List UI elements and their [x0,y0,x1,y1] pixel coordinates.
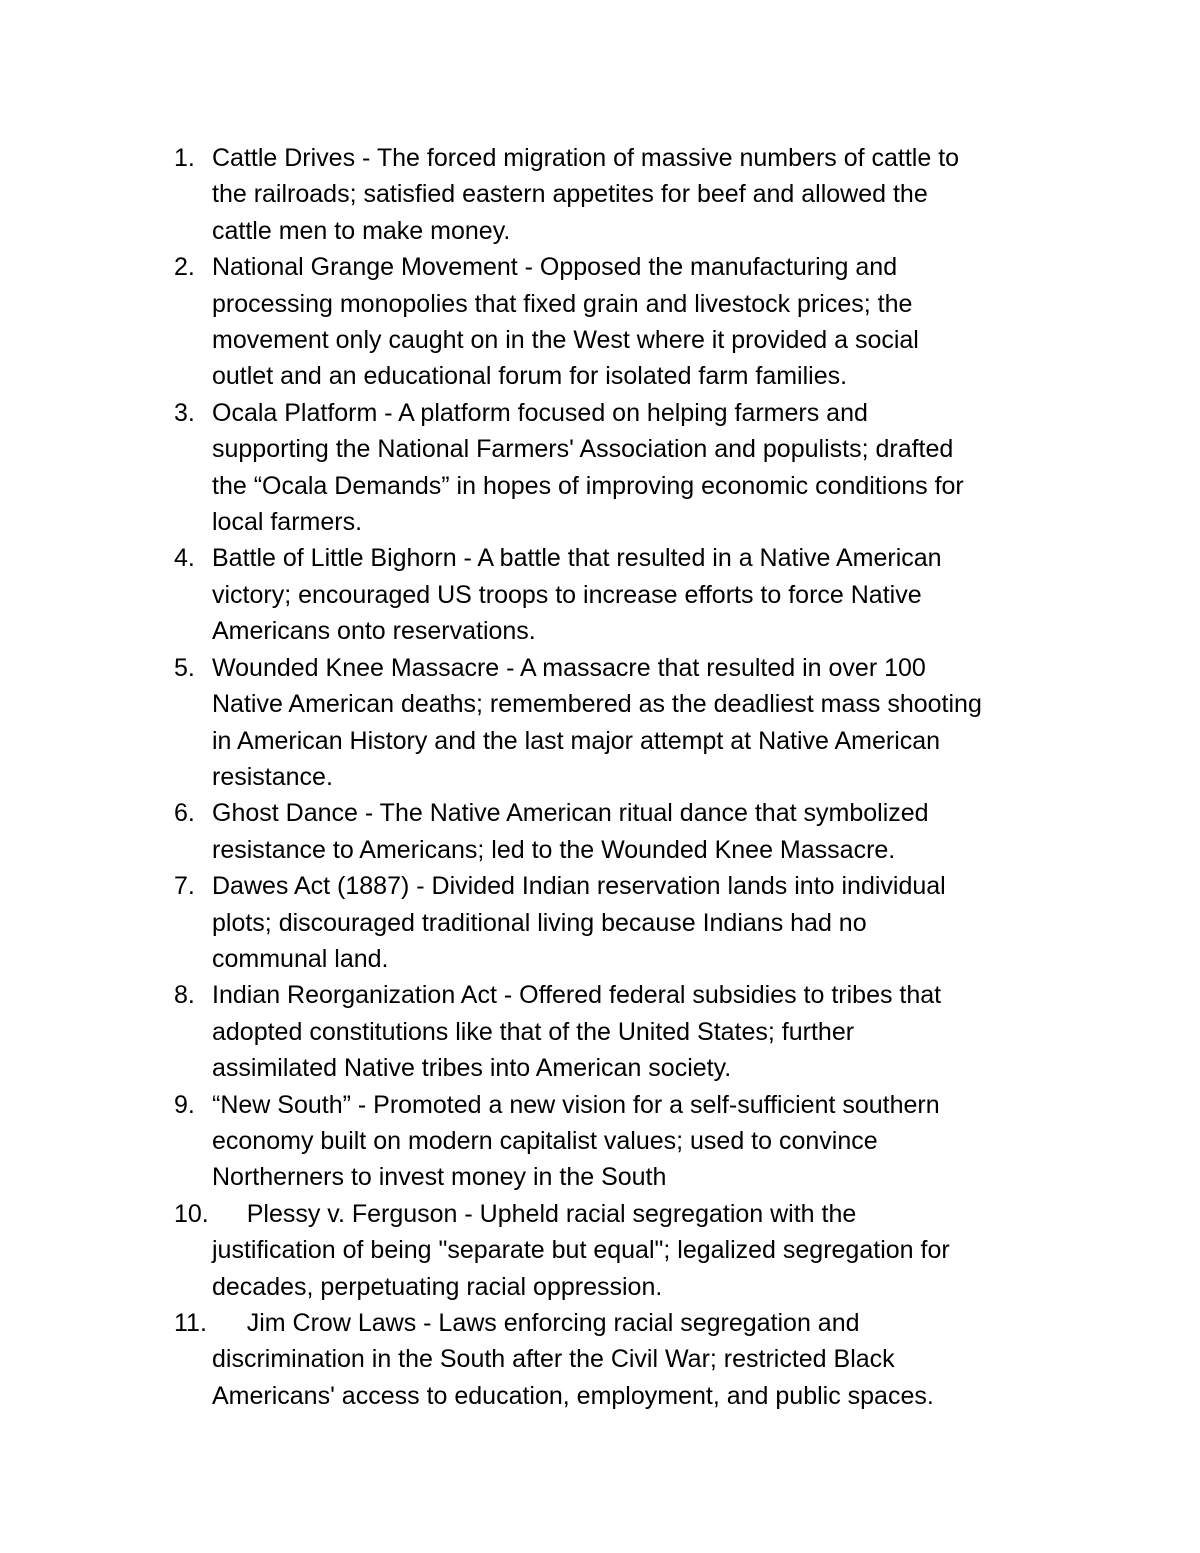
term-list [174,140,1074,1414]
list-item [174,1087,1074,1196]
item-line: decades, perpetuating racial oppression. [212,1272,663,1301]
item-number: 2. [174,253,195,282]
item-line: Northerners to invest money in the South [212,1163,667,1192]
item-line: movement only caught on in the West where it provided a social [212,326,919,355]
item-line: cattle men to make money. [212,216,511,245]
item-line: Battle of Little Bighorn - A battle that resulted in a Native American [212,544,942,573]
item-line: economy built on modern capitalist values; used to convince [212,1126,878,1155]
item-line: justification of being "separate but equal"; legalized segregation for [212,1236,950,1265]
list-item [174,1196,1074,1305]
item-number: 5. [174,653,195,682]
list-item [174,650,1074,796]
list-item [174,795,1074,868]
item-number: 3. [174,398,195,427]
item-line: the “Ocala Demands” in hopes of improving economic conditions for [212,471,964,500]
item-line: adopted constitutions like that of the United States; further [212,1017,855,1046]
item-line: plots; discouraged traditional living because Indians had no [212,908,867,937]
list-item [174,1305,1074,1414]
item-line: the railroads; satisfied eastern appetites for beef and allowed the [212,180,928,209]
item-number: 4. [174,544,195,573]
item-line: Ghost Dance - The Native American ritual dance that symbolized [212,799,929,828]
item-line: victory; encouraged US troops to increase efforts to force Native [212,580,922,609]
item-line: Ocala Platform - A platform focused on helping farmers and [212,398,868,427]
item-line: resistance. [212,762,333,791]
item-line: processing monopolies that fixed grain and livestock prices; the [212,289,913,318]
item-line: Wounded Knee Massacre - A massacre that resulted in over 100 [212,653,926,682]
item-line: in American History and the last major attempt at Native American [212,726,941,755]
item-line: assimilated Native tribes into American society. [212,1054,732,1083]
item-line: resistance to Americans; led to the Wounded Knee Massacre. [212,835,896,864]
item-number: 1. [174,144,195,172]
list-item [174,140,1074,249]
item-line: local farmers. [212,508,363,537]
item-line: Plessy v. Ferguson - Upheld racial segregation with the [212,1199,857,1228]
item-line: communal land. [212,944,389,973]
item-line: “New South” - Promoted a new vision for a self-sufficient southern [212,1090,940,1119]
item-number: 11. [174,1309,207,1337]
item-line: Americans onto reservations. [212,617,536,646]
list-item [174,977,1074,1086]
item-number: 10. [174,1199,209,1228]
item-line: Cattle Drives - The forced migration of massive numbers of cattle to [212,144,960,172]
list-item [174,868,1074,977]
list-item [174,395,1074,541]
item-line: Dawes Act (1887) - Divided Indian reservation lands into individual [212,872,946,901]
list-item [174,249,1074,395]
item-number: 8. [174,981,195,1010]
item-line: Indian Reorganization Act - Offered federal subsidies to tribes that [212,981,942,1010]
list-item [174,540,1074,649]
item-number: 9. [174,1090,195,1119]
item-line: outlet and an educational forum for isolated farm families. [212,362,848,391]
item-line: discrimination in the South after the Civil War; restricted Black [212,1345,895,1374]
item-number: 7. [174,872,195,901]
item-line: National Grange Movement - Opposed the manufacturing and [212,253,898,282]
item-number: 6. [174,799,195,828]
item-line: Native American deaths; remembered as the deadliest mass shooting [212,690,982,719]
item-line: supporting the National Farmers' Association and populists; drafted [212,435,954,464]
item-line: Jim Crow Laws - Laws enforcing racial segregation and [212,1309,860,1337]
item-line: Americans' access to education, employment, and public spaces. [212,1381,934,1410]
